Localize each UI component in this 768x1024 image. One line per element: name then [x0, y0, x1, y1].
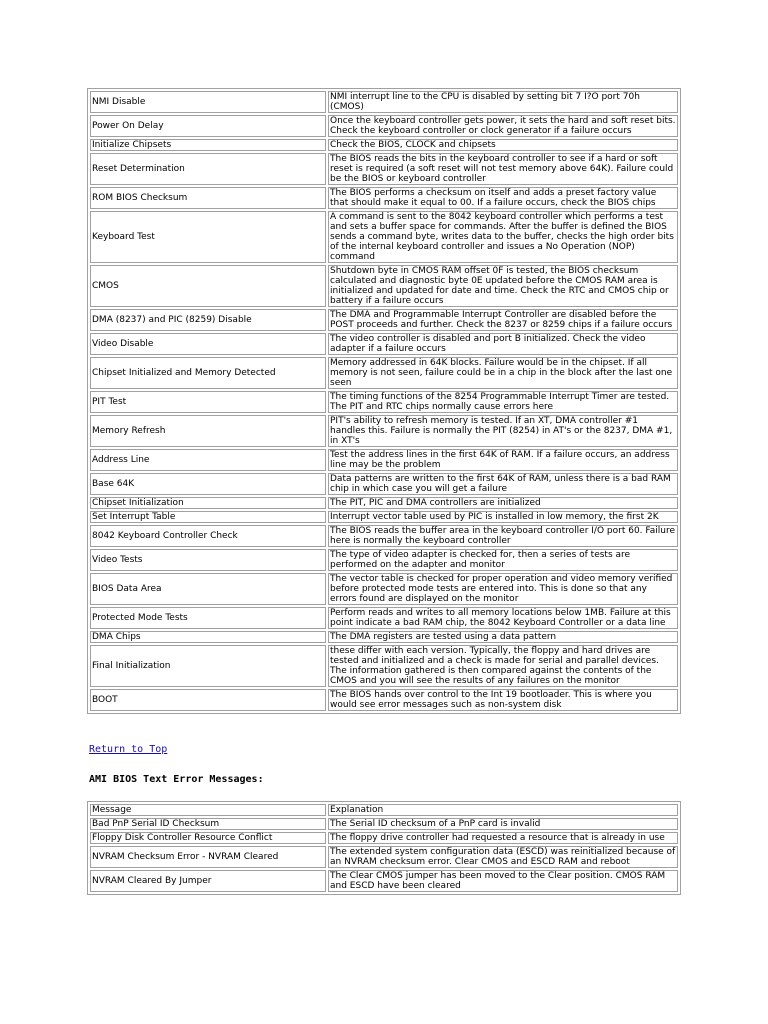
- post-step-row-description-cell: The timing functions of the 8254 Programmable Interrupt Timer are tested. The PIT and RTC chips normally cause errors here: [328, 391, 678, 413]
- post-step-row-name-cell: DMA Chips: [90, 631, 326, 643]
- post-step-row: [90, 473, 678, 495]
- post-step-row: [90, 497, 678, 509]
- post-step-row-name-cell: DMA (8237) and PIC (8259) Disable: [90, 309, 326, 331]
- post-step-row: [90, 525, 678, 547]
- post-step-row-description-cell: PIT's ability to refresh memory is tested. If an XT, DMA controller #1 handles this. Failure is normally the PIT (8254) in AT's or the 8237, DMA #1, in XT's: [328, 415, 678, 447]
- post-step-row-name-cell: ROM BIOS Checksum: [90, 187, 326, 209]
- post-step-row: [90, 645, 678, 687]
- post-step-row-name-cell: Address Line: [90, 449, 326, 471]
- post-step-row-name-cell: Video Disable: [90, 333, 326, 355]
- post-step-row: [90, 631, 678, 643]
- post-step-row: [90, 573, 678, 605]
- post-step-row: [90, 391, 678, 413]
- post-step-row-description-cell: The vector table is checked for proper operation and video memory verified before protected mode tests are entered into. This is done so that any errors found are displayed on the monitor: [328, 573, 678, 605]
- error-message-row-name-cell: Floppy Disk Controller Resource Conflict: [90, 832, 326, 844]
- post-step-row: [90, 449, 678, 471]
- post-step-row-name-cell: Final Initialization: [90, 645, 326, 687]
- post-step-row-description-cell: The type of video adapter is checked for, then a series of tests are performed on the adapter and monitor: [328, 549, 678, 571]
- post-step-row-description-cell: Memory addressed in 64K blocks. Failure would be in the chipset. If all memory is not seen, failure could be in a chip in the block after the last one seen: [328, 357, 678, 389]
- post-step-row-description-cell: Interrupt vector table used by PIC is installed in low memory, the first 2K: [328, 511, 678, 523]
- post-step-row: [90, 187, 678, 209]
- post-step-row-description-cell: NMI interrupt line to the CPU is disabled by setting bit 7 I?O port 70h (CMOS): [328, 91, 678, 113]
- post-step-row-name-cell: Initialize Chipsets: [90, 139, 326, 151]
- error-message-row-description-cell: The Serial ID checksum of a PnP card is invalid: [328, 818, 678, 830]
- post-step-row-name-cell: BOOT: [90, 689, 326, 711]
- post-step-row-description-cell: The video controller is disabled and port B initialized. Check the video adapter if a failure occurs: [328, 333, 678, 355]
- error-message-row-name-cell: NVRAM Checksum Error - NVRAM Cleared: [90, 846, 326, 868]
- post-step-row-description-cell: A command is sent to the 8042 keyboard controller which performs a test and sets a buffer space for commands. After the buffer is defined the BIOS sends a command byte, writes data to the buffer, checks the high order bits of the internal keyboard controller and issues a No Operation (NOP) command: [328, 211, 678, 263]
- post-step-row-description-cell: Check the BIOS, CLOCK and chipsets: [328, 139, 678, 151]
- post-step-row-description-cell: The BIOS hands over control to the Int 19 bootloader. This is where you would see error messages such as non-system disk: [328, 689, 678, 711]
- post-step-row: [90, 549, 678, 571]
- post-step-row-name-cell: Keyboard Test: [90, 211, 326, 263]
- post-step-row-description-cell: Once the keyboard controller gets power, it sets the hard and soft reset bits. Check the keyboard controller or clock generator if a failure occurs: [328, 115, 678, 137]
- post-step-row-description-cell: these differ with each version. Typically, the floppy and hard drives are tested and initialized and a check is made for serial and parallel devices. The information gathered is then compared against the contents of the CMOS and you will see the results of any failures on the monitor: [328, 645, 678, 687]
- error-message-row-description-cell: The floppy drive controller had requested a resource that is already in use: [328, 832, 678, 844]
- error-message-row: [90, 870, 678, 892]
- return-to-top-link[interactable]: Return to Top: [89, 744, 168, 755]
- error-message-row-name-cell: NVRAM Cleared By Jumper: [90, 870, 326, 892]
- post-step-row: [90, 265, 678, 307]
- error-message-row: [90, 846, 678, 868]
- post-step-row-name-cell: Reset Determination: [90, 153, 326, 185]
- post-step-row: [90, 689, 678, 711]
- post-step-row: [90, 607, 678, 629]
- post-step-row-description-cell: Test the address lines in the first 64K of RAM. If a failure occurs, an address line may be the problem: [328, 449, 678, 471]
- post-step-row: [90, 153, 678, 185]
- post-step-row-name-cell: BIOS Data Area: [90, 573, 326, 605]
- post-step-row-name-cell: Set Interrupt Table: [90, 511, 326, 523]
- error-message-row: [90, 832, 678, 844]
- post-step-row-description-cell: Shutdown byte in CMOS RAM offset 0F is tested, the BIOS checksum calculated and diagnostic byte 0E updated before the CMOS RAM area is initialized and updated for date and time. Check the RTC and CMOS chip or battery if a failure occurs: [328, 265, 678, 307]
- post-step-row: [90, 357, 678, 389]
- post-step-row: [90, 309, 678, 331]
- error-message-row-description-cell: The Clear CMOS jumper has been moved to the Clear position. CMOS RAM and ESCD have been cleared: [328, 870, 678, 892]
- error-message-row-description-cell: The extended system configuration data (ESCD) was reinitialized because of an NVRAM checksum error. Clear CMOS and ESCD RAM and reboot: [328, 846, 678, 868]
- error-messages-table: [87, 801, 681, 895]
- post-step-row-name-cell: Video Tests: [90, 549, 326, 571]
- post-step-row: [90, 211, 678, 263]
- post-step-row-name-cell: Protected Mode Tests: [90, 607, 326, 629]
- post-step-row-name-cell: Base 64K: [90, 473, 326, 495]
- post-step-row-name-cell: Power On Delay: [90, 115, 326, 137]
- post-step-row-name-cell: PIT Test: [90, 391, 326, 413]
- post-steps-table: [87, 88, 681, 714]
- error-message-row-name-cell: Bad PnP Serial ID Checksum: [90, 818, 326, 830]
- post-step-row: [90, 415, 678, 447]
- post-step-row: [90, 115, 678, 137]
- post-step-row-name-cell: CMOS: [90, 265, 326, 307]
- post-step-row-description-cell: The BIOS reads the bits in the keyboard controller to see if a hard or soft reset is required (a soft reset will not test memory above 64K). Failure could be the BIOS or keyboard controller: [328, 153, 678, 185]
- error-message-row: [90, 818, 678, 830]
- post-step-row-description-cell: The BIOS reads the buffer area in the keyboard controller I/O port 60. Failure here is normally the keyboard controller: [328, 525, 678, 547]
- post-step-row-description-cell: Perform reads and writes to all memory locations below 1MB. Failure at this point indicate a bad RAM chip, the 8042 Keyboard Controller or a data line: [328, 607, 678, 629]
- error-message-row-description-cell: Explanation: [328, 804, 678, 816]
- post-step-row-name-cell: NMI Disable: [90, 91, 326, 113]
- error-message-row: [90, 804, 678, 816]
- post-step-row: [90, 511, 678, 523]
- post-step-row: [90, 333, 678, 355]
- post-step-row-description-cell: The PIT, PIC and DMA controllers are initialized: [328, 497, 678, 509]
- post-step-row-description-cell: The DMA registers are tested using a data pattern: [328, 631, 678, 643]
- post-step-row-description-cell: The DMA and Programmable Interrupt Controller are disabled before the POST proceeds and further. Check the 8237 or 8259 chips if a failure occurs: [328, 309, 678, 331]
- post-step-row: [90, 139, 678, 151]
- post-step-row-name-cell: Chipset Initialization: [90, 497, 326, 509]
- post-step-row-name-cell: Memory Refresh: [90, 415, 326, 447]
- post-step-row: [90, 91, 678, 113]
- post-step-row-name-cell: 8042 Keyboard Controller Check: [90, 525, 326, 547]
- error-message-row-name-cell: Message: [90, 804, 326, 816]
- section-heading: AMI BIOS Text Error Messages:: [89, 774, 264, 785]
- post-step-row-name-cell: Chipset Initialized and Memory Detected: [90, 357, 326, 389]
- post-step-row-description-cell: The BIOS performs a checksum on itself and adds a preset factory value that should make it equal to 00. If a failure occurs, check the BIOS chips: [328, 187, 678, 209]
- post-step-row-description-cell: Data patterns are written to the first 64K of RAM, unless there is a bad RAM chip in which case you will get a failure: [328, 473, 678, 495]
